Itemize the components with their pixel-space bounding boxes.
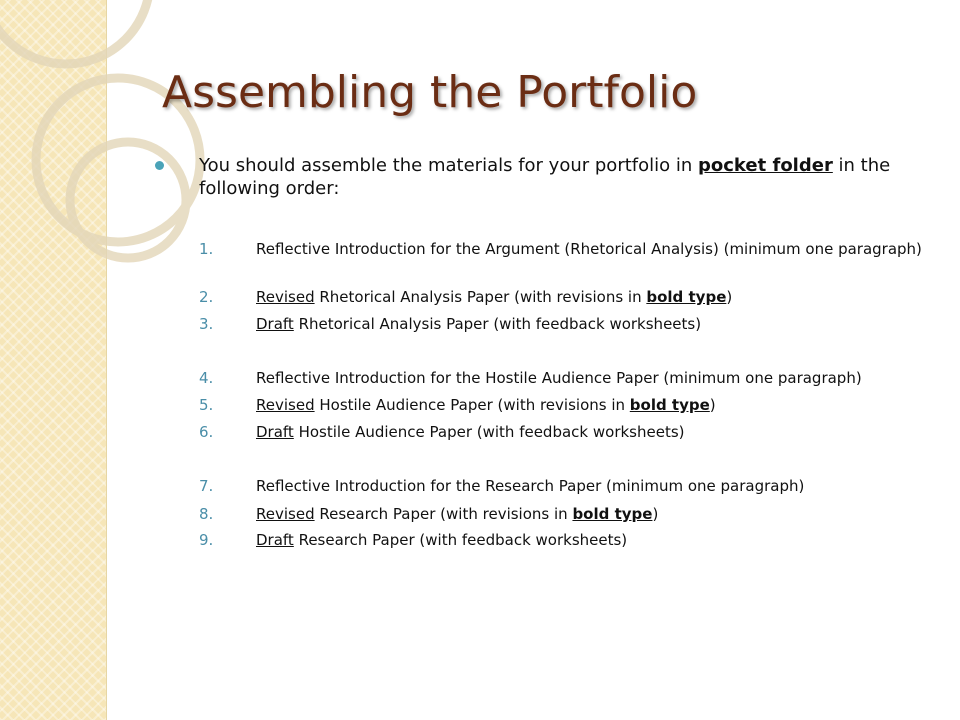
list-item-number: 5. — [199, 396, 214, 414]
list-item-number: 7. — [199, 477, 214, 495]
list-item — [199, 505, 956, 523]
list-item — [199, 240, 956, 258]
list-item-number: 4. — [199, 369, 214, 387]
list-item-tail: ) — [709, 396, 716, 414]
list-item-bold: bold type — [629, 396, 710, 414]
list-item — [199, 315, 956, 333]
list-item-text: Reflective Introduction for the Hostile Audience Paper (minimum one paragraph) — [256, 369, 862, 387]
bullet-text-after: in the following order: — [199, 155, 891, 199]
list-item-bold: bold type — [572, 505, 653, 523]
list-item-tail: ) — [652, 505, 659, 523]
list-item-text: Reflective Introduction for the Research Paper (minimum one paragraph) — [256, 477, 805, 495]
list-item-text: Hostile Audience Paper (with revisions in — [314, 396, 630, 414]
list-item-text: Research Paper (with revisions in — [314, 505, 573, 523]
bullet-text — [162, 154, 922, 200]
main-bullet — [162, 154, 922, 200]
list-item — [199, 369, 956, 387]
list-item — [199, 423, 956, 441]
list-item-lead: Draft — [256, 315, 294, 333]
list-item-number: 3. — [199, 315, 214, 333]
list-item-text: Reflective Introduction for the Argument (Rhetorical Analysis) (minimum one paragraph) — [256, 240, 922, 258]
bullet-text-before: You should assemble the materials for your portfolio in — [199, 155, 698, 176]
list-item-lead: Revised — [256, 505, 315, 523]
list-item-bold: bold type — [646, 288, 727, 306]
list-item-lead: Draft — [256, 531, 294, 549]
list-item-number: 1. — [199, 240, 214, 258]
list-item-number: 2. — [199, 288, 214, 306]
list-item — [199, 477, 956, 495]
list-item-text: Rhetorical Analysis Paper (with feedback worksheets) — [293, 315, 702, 333]
list-item-number: 6. — [199, 423, 214, 441]
list-item-text: Hostile Audience Paper (with feedback worksheets) — [293, 423, 685, 441]
list-item — [199, 531, 956, 549]
list-item-text: Rhetorical Analysis Paper (with revisions in — [314, 288, 647, 306]
list-item — [199, 396, 956, 414]
list-item-number: 8. — [199, 505, 214, 523]
bullet-marker — [155, 161, 164, 170]
list-item-lead: Revised — [256, 396, 315, 414]
list-item-lead: Draft — [256, 423, 294, 441]
list-item-number: 9. — [199, 531, 214, 549]
list-item-tail: ) — [726, 288, 733, 306]
ring-top — [0, 0, 150, 64]
list-item-lead: Revised — [256, 288, 315, 306]
bullet-emphasis: pocket folder — [698, 155, 833, 176]
page-title: Assembling the Portfolio — [162, 67, 698, 118]
list-item — [199, 288, 956, 306]
list-item-text: Research Paper (with feedback worksheets) — [293, 531, 628, 549]
